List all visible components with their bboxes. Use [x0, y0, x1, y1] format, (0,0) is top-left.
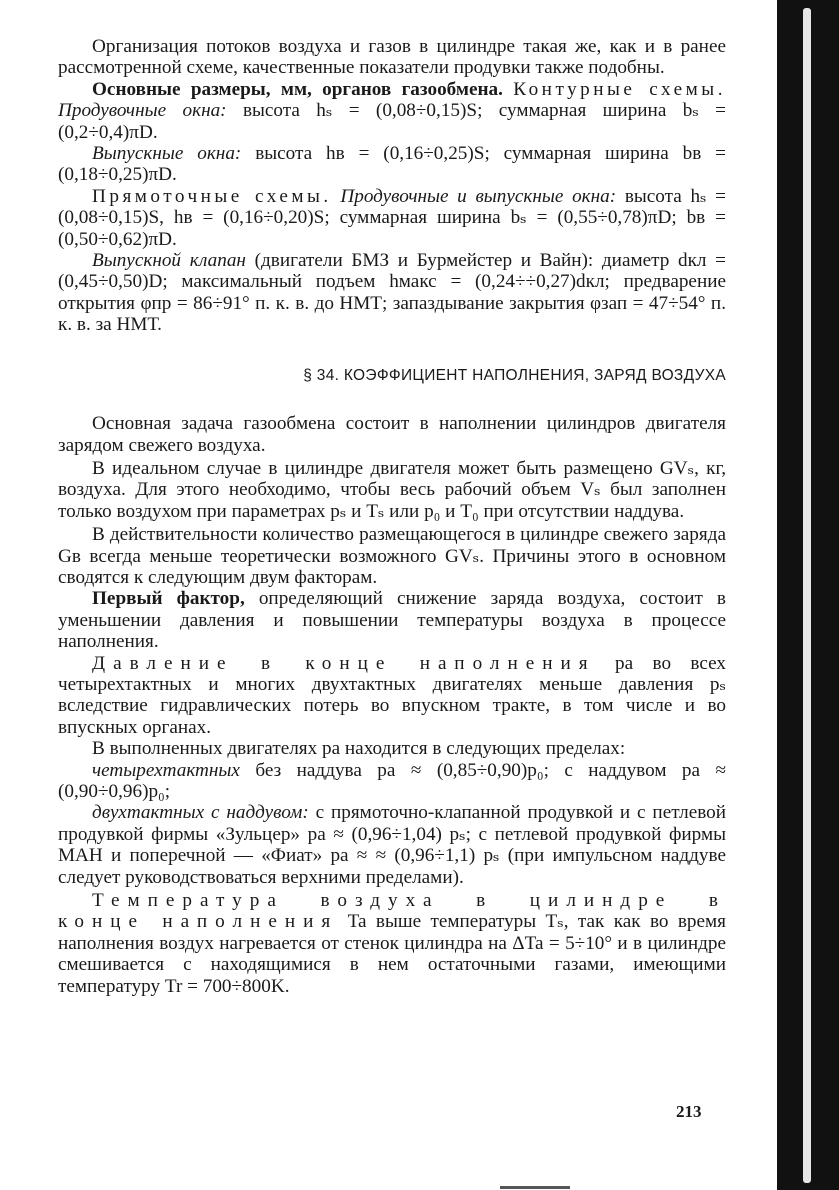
uniflow-ports-label: Продувочные и выпускные окна: — [340, 185, 617, 207]
pressure-text: pa во всех четырехтактных и многих двухтактных двигателях меньше давления pₛ вследствие гидравлических потерь во впускном тракте, в том числе и во впускных органах. — [58, 652, 726, 738]
first-factor-text: определяющий снижение заряда воздуха, состоит в уменьшении давления и повышении температуры воздуха в процессе наполнения. — [58, 588, 726, 653]
scavenge-ports-label: Продувочные окна: — [58, 100, 227, 122]
scan-artifact — [500, 1186, 570, 1189]
temperature-text: Ta выше температуры Tₛ, так как во время наполнения воздух нагревается от стенок цилиндра на ΔTa = 5÷10° и в цилиндре смешивается с находящимися в нем остаточными газами, имеющими температуру Tr = 700÷800K. — [58, 911, 726, 997]
scan-edge-highlight — [803, 8, 811, 1183]
four-stroke-text: без наддува pa ≈ (0,85÷0,90)p₀; с наддувом pa ≈ (0,90÷0,96)p₀; — [58, 759, 726, 802]
page-text — [58, 36, 726, 997]
paragraph-main-task: Основная задача газообмена состоит в наполнении цилиндров двигателя зарядом свежего воздуха. — [58, 413, 726, 456]
paragraph-four-stroke — [58, 760, 726, 803]
paragraph-first-factor — [58, 588, 726, 652]
scan-edge — [777, 0, 839, 1190]
paragraph-limits-intro: В выполненных двигателях pa находится в следующих пределах: — [92, 738, 626, 760]
page-number: 213 — [676, 1102, 702, 1121]
uniflow-label: Прямоточные схемы. — [92, 185, 332, 207]
four-stroke-label: четырехтактных — [92, 759, 240, 781]
paragraph-dimensions — [58, 79, 726, 143]
two-stroke-text: с прямоточно-клапанной продувкой и с петлевой продувкой фирмы «Зульцер» pa ≈ (0,96÷1,04) pₛ; с петлевой продувкой фирмы МАН и поперечной — «Фиат» pa ≈ ≈ (0,96÷1,1) pₛ (при импульсном наддуве следует руководствоваться верхними пределами). — [58, 802, 726, 888]
scavenge-ports-text: высота hₛ = (0,08÷0,15)S; суммарная ширина bₛ = (0,2÷0,4)πD. — [58, 100, 726, 143]
exhaust-ports-label: Выпускные окна: — [92, 143, 242, 165]
exhaust-ports-text: высота hв = (0,16÷0,25)S; суммарная ширина bв = (0,18÷0,25)πD. — [58, 143, 726, 186]
section-heading: § 34. КОЭФФИЦИЕНТ НАПОЛНЕНИЯ, ЗАРЯД ВОЗДУХА — [303, 366, 726, 384]
paragraph-exhaust-ports — [58, 143, 726, 186]
pressure-label: Давление в конце наполнения — [92, 652, 596, 674]
two-stroke-label: двухтактных с наддувом: — [92, 802, 309, 824]
valve-text: (двигатели БМЗ и Бурмейстер и Вайн): диаметр dкл = (0,45÷0,50)D; максимальный подъем hмакс = (0,24÷÷0,27)dкл; предварение открытия φпр = 86÷91° п. к. в. до НМТ; запаздывание закрытия φзап = 47÷54° п. к. в. за НМТ. — [58, 250, 726, 336]
paragraph-ideal-case: В идеальном случае в цилиндре двигателя может быть размещено GVₛ, кг, воздуха. Для этого необходимо, чтобы весь рабочий объем Vₛ был заполнен только воздухом при параметрах pₛ и Tₛ или p₀ и T₀ при отсутствии наддува. — [58, 457, 726, 522]
paragraph-pressure — [58, 653, 726, 739]
uniflow-text: высота hₛ = (0,08÷0,15)S, hв = (0,16÷0,20)S; суммарная ширина bₛ = (0,55÷0,78)πD; bв = (0,50÷0,62)πD. — [58, 185, 726, 250]
paragraph-temperature — [58, 890, 726, 997]
paragraph-reality: В действительности количество размещающегося в цилиндре свежего заряда Gв всегда меньше теоретически возможного GVₛ. Причины этого в основном сводятся к следующим двум факторам. — [58, 524, 726, 588]
contour-schemes-label: Контурные схемы. — [513, 78, 726, 100]
paragraph-two-stroke — [58, 802, 726, 888]
paragraph-intro: Организация потоков воздуха и газов в цилиндре такая же, как и в ранее рассмотренной схеме, качественные показатели продувки также подобны. — [58, 36, 726, 79]
paragraph-valve — [58, 250, 726, 336]
valve-label: Выпускной клапан — [92, 250, 246, 272]
first-factor-lead: Первый фактор, — [92, 588, 245, 610]
paragraph-uniflow — [58, 186, 726, 250]
dimensions-lead: Основные размеры, мм, органов газообмена. — [92, 78, 503, 100]
temperature-label: Температура воздуха в цилиндре в конце наполнения — [58, 890, 726, 933]
